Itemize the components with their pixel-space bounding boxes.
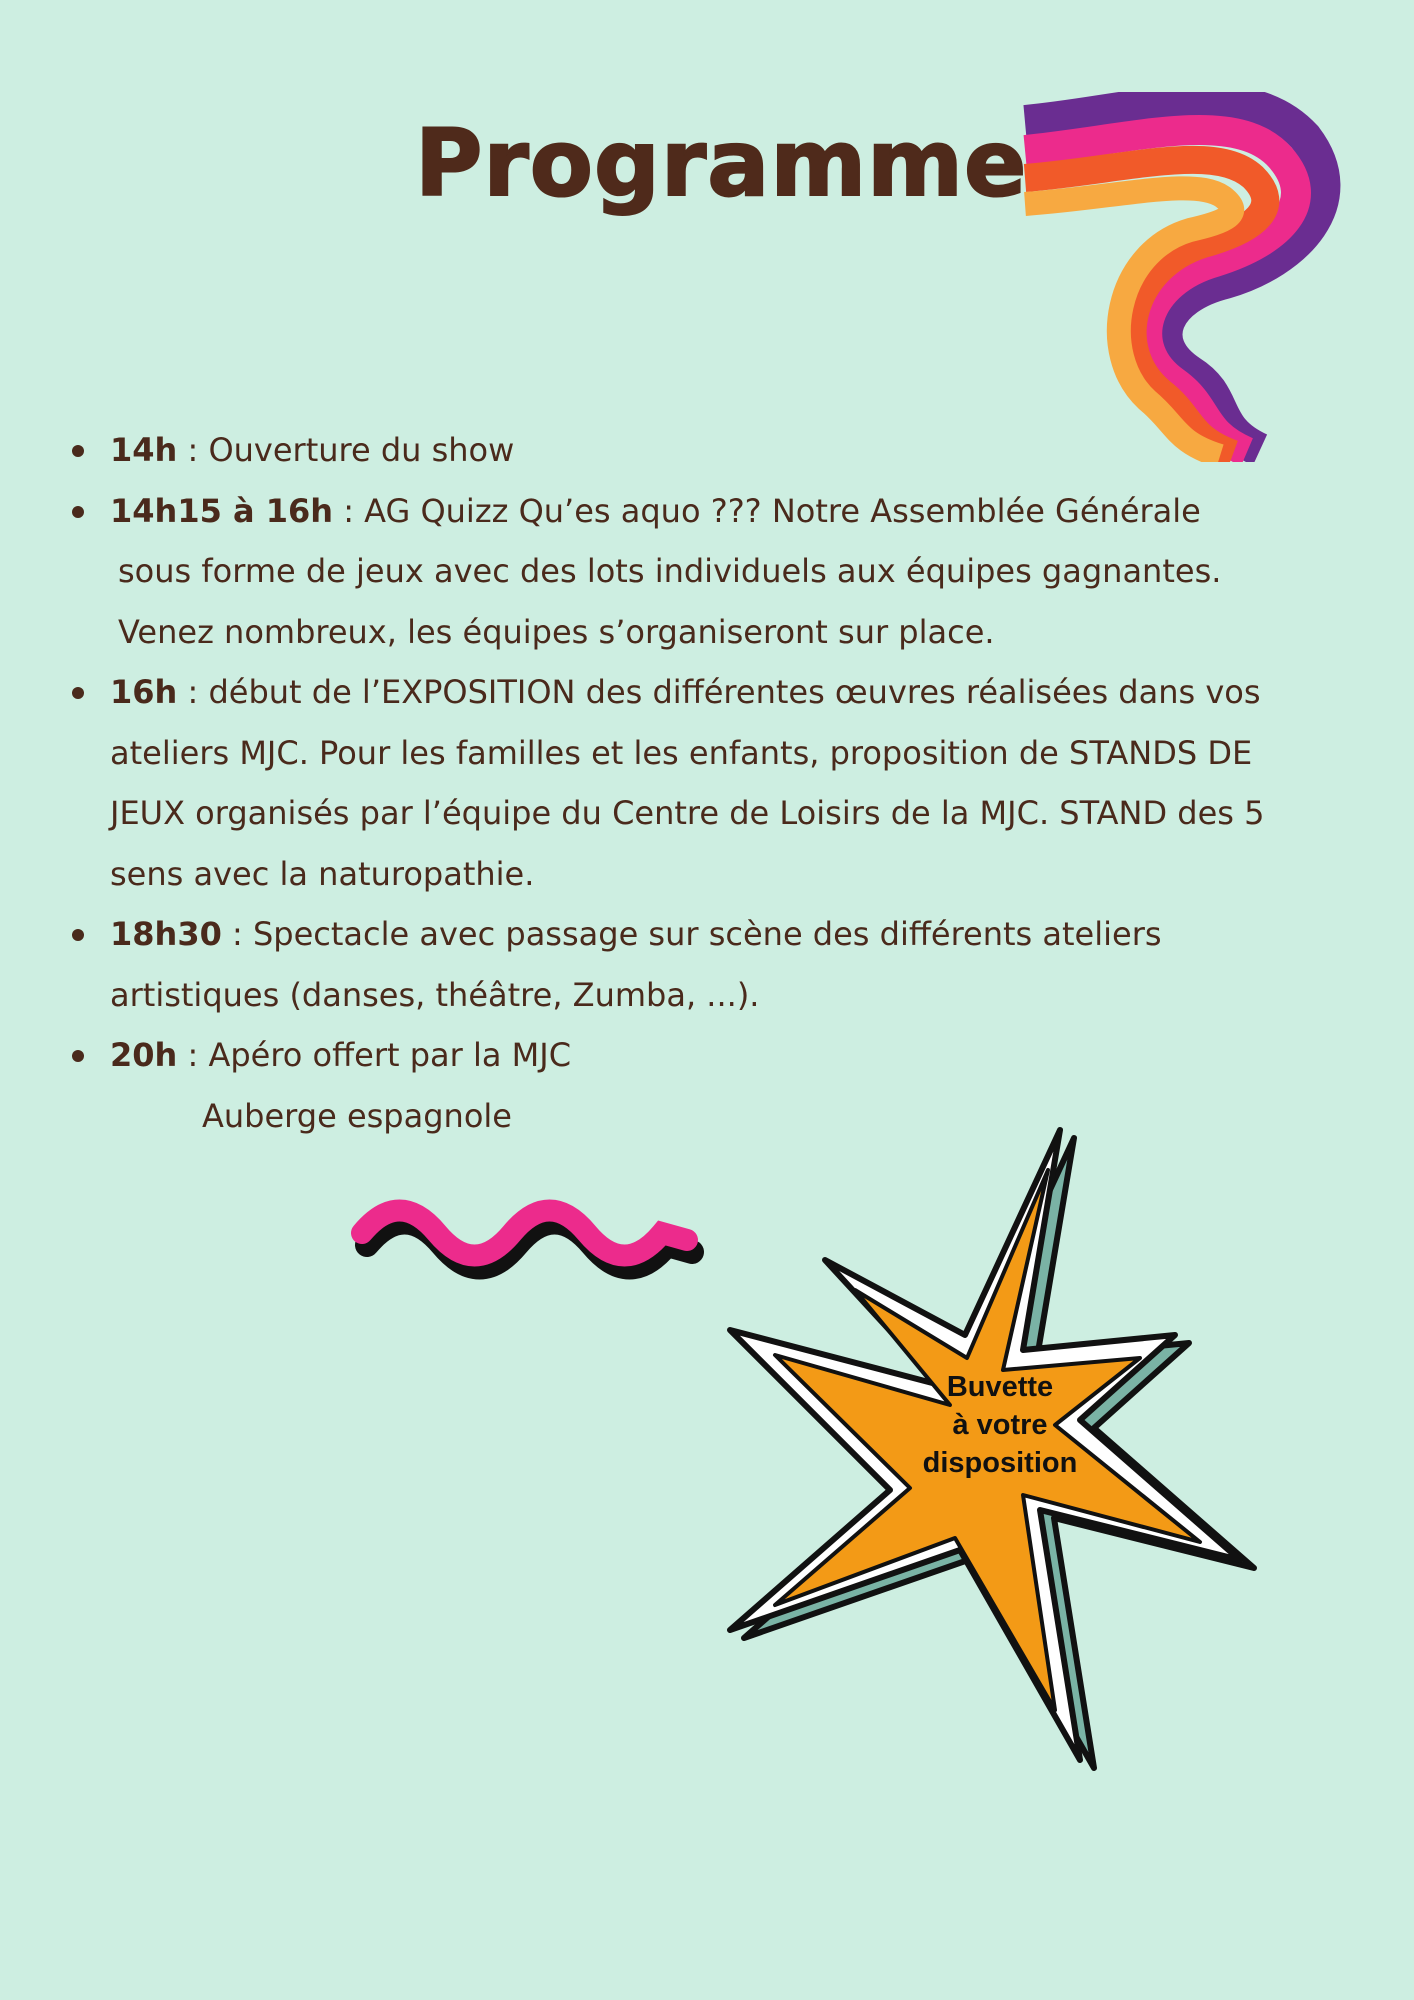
page-title: Programme bbox=[415, 110, 1028, 217]
bullet-icon bbox=[72, 445, 84, 457]
programme-item-14h15 bbox=[70, 481, 1370, 663]
bullet-icon bbox=[72, 687, 84, 699]
item-time: 16h bbox=[110, 673, 178, 711]
item-text: : AG Quizz Qu’es aquo ??? Notre Assemblée Générale bbox=[333, 491, 1201, 530]
programme-item-18h30 bbox=[70, 904, 1370, 1025]
item-text: : Apéro offert par la MJC bbox=[177, 1036, 572, 1074]
programme-list bbox=[70, 420, 1370, 1146]
bullet-icon bbox=[72, 506, 84, 518]
bullet-icon bbox=[72, 1050, 84, 1062]
item-text: Venez nombreux, les équipes s’organiseront sur place. bbox=[118, 612, 995, 651]
starburst-line: à votre bbox=[952, 1409, 1048, 1441]
item-text: Auberge espagnole bbox=[202, 1096, 512, 1135]
bullet-icon bbox=[72, 929, 84, 941]
rainbow-swirl-decoration bbox=[1015, 92, 1345, 462]
item-time: 18h30 bbox=[110, 915, 222, 953]
item-time: 14h bbox=[110, 431, 178, 469]
item-text: sens avec la naturopathie. bbox=[110, 854, 535, 893]
item-text: ateliers MJC. Pour les familles et les enfants, proposition de STANDS DE bbox=[110, 733, 1253, 772]
starburst-line: disposition bbox=[922, 1447, 1078, 1479]
programme-item-16h bbox=[70, 662, 1370, 904]
item-time: 14h15 à 16h bbox=[110, 491, 334, 530]
programme-item-14h bbox=[70, 420, 1370, 481]
item-time: 20h bbox=[110, 1036, 178, 1074]
starburst-label bbox=[900, 1368, 1100, 1482]
squiggle-decoration bbox=[342, 1195, 707, 1285]
item-text: sous forme de jeux avec des lots individuels aux équipes gagnantes. bbox=[118, 552, 1222, 590]
starburst-line: Buvette bbox=[946, 1371, 1054, 1403]
item-text: artistiques (danses, théâtre, Zumba, ...). bbox=[110, 975, 760, 1014]
item-text: : Ouverture du show bbox=[177, 431, 515, 469]
item-text: : début de l’EXPOSITION des différentes œuvres réalisées dans vos bbox=[177, 673, 1261, 711]
item-text: : Spectacle avec passage sur scène des différents ateliers bbox=[221, 915, 1162, 953]
item-text: JEUX organisés par l’équipe du Centre de Loisirs de la MJC. STAND des 5 bbox=[110, 794, 1265, 832]
